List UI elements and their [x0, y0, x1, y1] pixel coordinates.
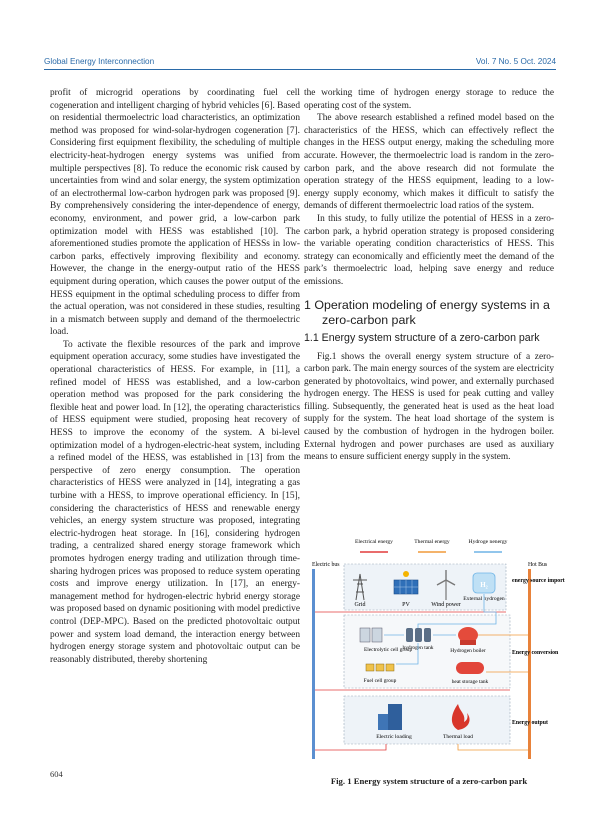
legend-electrical: Electrical energy [355, 539, 393, 545]
hot-bus-label: Hot Bus [528, 562, 548, 568]
hydrogen-boiler-icon [458, 627, 478, 645]
energy-system-figure [306, 536, 565, 776]
energy-source-import-label [512, 578, 565, 584]
right-column [304, 87, 554, 464]
left-column [50, 87, 300, 666]
header-rule [44, 69, 556, 70]
hot-bus-bar [528, 569, 531, 759]
fuel-cell-label: Fuel cell group [363, 678, 397, 684]
subsection-heading: 1.1 Energy system structure of a zero-carbon park [304, 331, 540, 344]
energy-conversion-label: Energy conversion [512, 650, 559, 656]
hydrogen-tank-icon [473, 573, 495, 593]
hydrogen-tank-group-icon [406, 628, 431, 642]
energy-source-import-text: energy source import [512, 578, 565, 584]
electric-bus-bar [312, 569, 315, 759]
legend-hydrogen: Hydroge nenergy [468, 539, 508, 545]
legend-thermal: Thermal energy [414, 539, 450, 545]
journal-name: Global Energy Interconnection [44, 57, 155, 66]
figure-caption: Fig. 1 Energy system structure of a zero-carbon park [330, 776, 528, 786]
heat-storage-label: heat storage tank [451, 679, 489, 685]
section-heading: 1 Operation modeling of energy systems in a zero-carbon park [304, 297, 550, 327]
electrolytic-label: Electrolytic cell group [364, 647, 413, 653]
paragraph: In this study, to fully utilize the potential of HESS in a zero-carbon park, a hybrid operation strategy is proposed considering the variable operating condition characteristics of HESS. This strategy can economically and efficiently meet the demand of the park’s thermoelectric load, helping save energy and reduce emissions. [304, 213, 554, 287]
paragraph: The above research established a refined model based on the characteristics of the HESS, which can effectively reflect the changes in the HESS output energy, making the scheduling more accurate. However, the thermoelectric load is random in the zero-carbon park, and the above research did not formulate the operation strategy of the HESS equipment, leading to a low-energy supply economy, which makes it difficult to satisfy the demands of different thermoelectric load ratios of the system. [304, 113, 554, 212]
thermal-load-label: Thermal load [443, 734, 473, 740]
paragraph: profit of microgrid operations by coordinating fuel cell cogeneration and intelligent charging of hybrid vehicles [6]. Based on residential thermoelectric load characteristics, an optimization method was proposed for wind-solar-hydrogen cogeneration [7]. Considering first equipment flexibility, the scheduling of multiple electricity-heat-hydrogen energy systems was unified from multiple perspectives [8]. To reduce the economic risk caused by uncertainties from wind and solar energy, the system optimization of an electrothermal low-carbon hydrogen park was proposed [9]. By comprehensively considering the inter-dependence of energy, economy, environment, and power grid, a low-carbon park optimization model with HESS was established [10]. The aforementioned studies promote the application of HESSs in low-carbon parks, effectively improving flexibility and economy. However, the change in the energy-output ratio of the HESS equipment during operation, which causes the power output of the HESS equipment in the optimal scheduling process to differ from the actual operation, was not considered in these studies, resulting in a mismatch between supply and demand of the thermoelectric load. [50, 88, 300, 338]
issue-info: Vol. 7 No. 5 Oct. 2024 [475, 57, 556, 66]
hydrogen-tank-label: hydrogen tank [402, 645, 434, 651]
grid-label: Grid [354, 602, 366, 608]
h2-badge: H₂ [480, 581, 488, 589]
heat-storage-tank-icon [456, 662, 484, 674]
running-header [44, 57, 556, 69]
figure-legend [355, 539, 508, 552]
hydrogen-boiler-label: Hydrogen boiler [450, 648, 486, 654]
fuel-cell-icon [366, 664, 394, 671]
electric-loading-label: Electric loading [376, 734, 412, 740]
electric-bus-label: Electric bus [312, 562, 340, 568]
pv-label: PV [402, 602, 410, 608]
paragraph: the working time of hydrogen energy storage to reduce the operating cost of the system. [304, 88, 554, 111]
page-number: 604 [50, 769, 63, 779]
energy-output-label: Energy output [512, 720, 548, 726]
paragraph: To activate the flexible resources of the park and improve equipment operation accuracy, some studies have investigated the operational characteristics of HESS. For example, in [11], a refined model of HESS was established, and a low-carbon operation method was proposed for the park considering the flexible heat and power load. In [12], the operating characteristics of HESS equipment were studied, proposing heat recovery of HESS to improve the economy of the system. A bi-level optimization model of a hydrogen-electric-heat system, including a refined model of the HESS, was established in [13] from the perspective of zero energy consumption. The operation characteristics of HESS were analyzed in [14], integrating a gas turbine with a HESS, to improve operational efficiency. In [15], considering the characteristics of HESS and renewable energy vehicles, an energy system structure was proposed, integrating electric-hydrogen heat storage. In [16], considering hydrogen trading, a centralized shared energy storage framework which promotes hydrogen energy trading and utilization through time-sharing hydrogen prices was proposed to reduce system operating costs and improve energy utilization. In [17], an energy-management method for hydrogen-electric hybrid energy storage was proposed based on dynamic positioning with model predictive control (DEP-MPC). Based on the predicted photovoltaic output power and system load demand, the interaction energy between hydrogen energy storage system and photovoltaic output can be reasonably distributed, thereby shortening [50, 339, 300, 665]
wind-power-label: Wind power [431, 602, 461, 608]
paragraph: Fig.1 shows the overall energy system structure of a zero-carbon park. The main energy sources of the system are electricity generated by photovoltaics, wind power, and externally purchased hydrogen energy. The HESS is used for peak cutting and valley filling. Subsequently, the generated heat is used as the heat load supply for the system. The heat load shortage of the system is caused by the combustion of hydrogen in the hydrogen boiler. External hydrogen and power purchases are used as auxiliary means to ensure sufficient energy supply in the system. [304, 351, 554, 463]
external-hydrogen-label-text: External hydrogen [463, 596, 505, 602]
